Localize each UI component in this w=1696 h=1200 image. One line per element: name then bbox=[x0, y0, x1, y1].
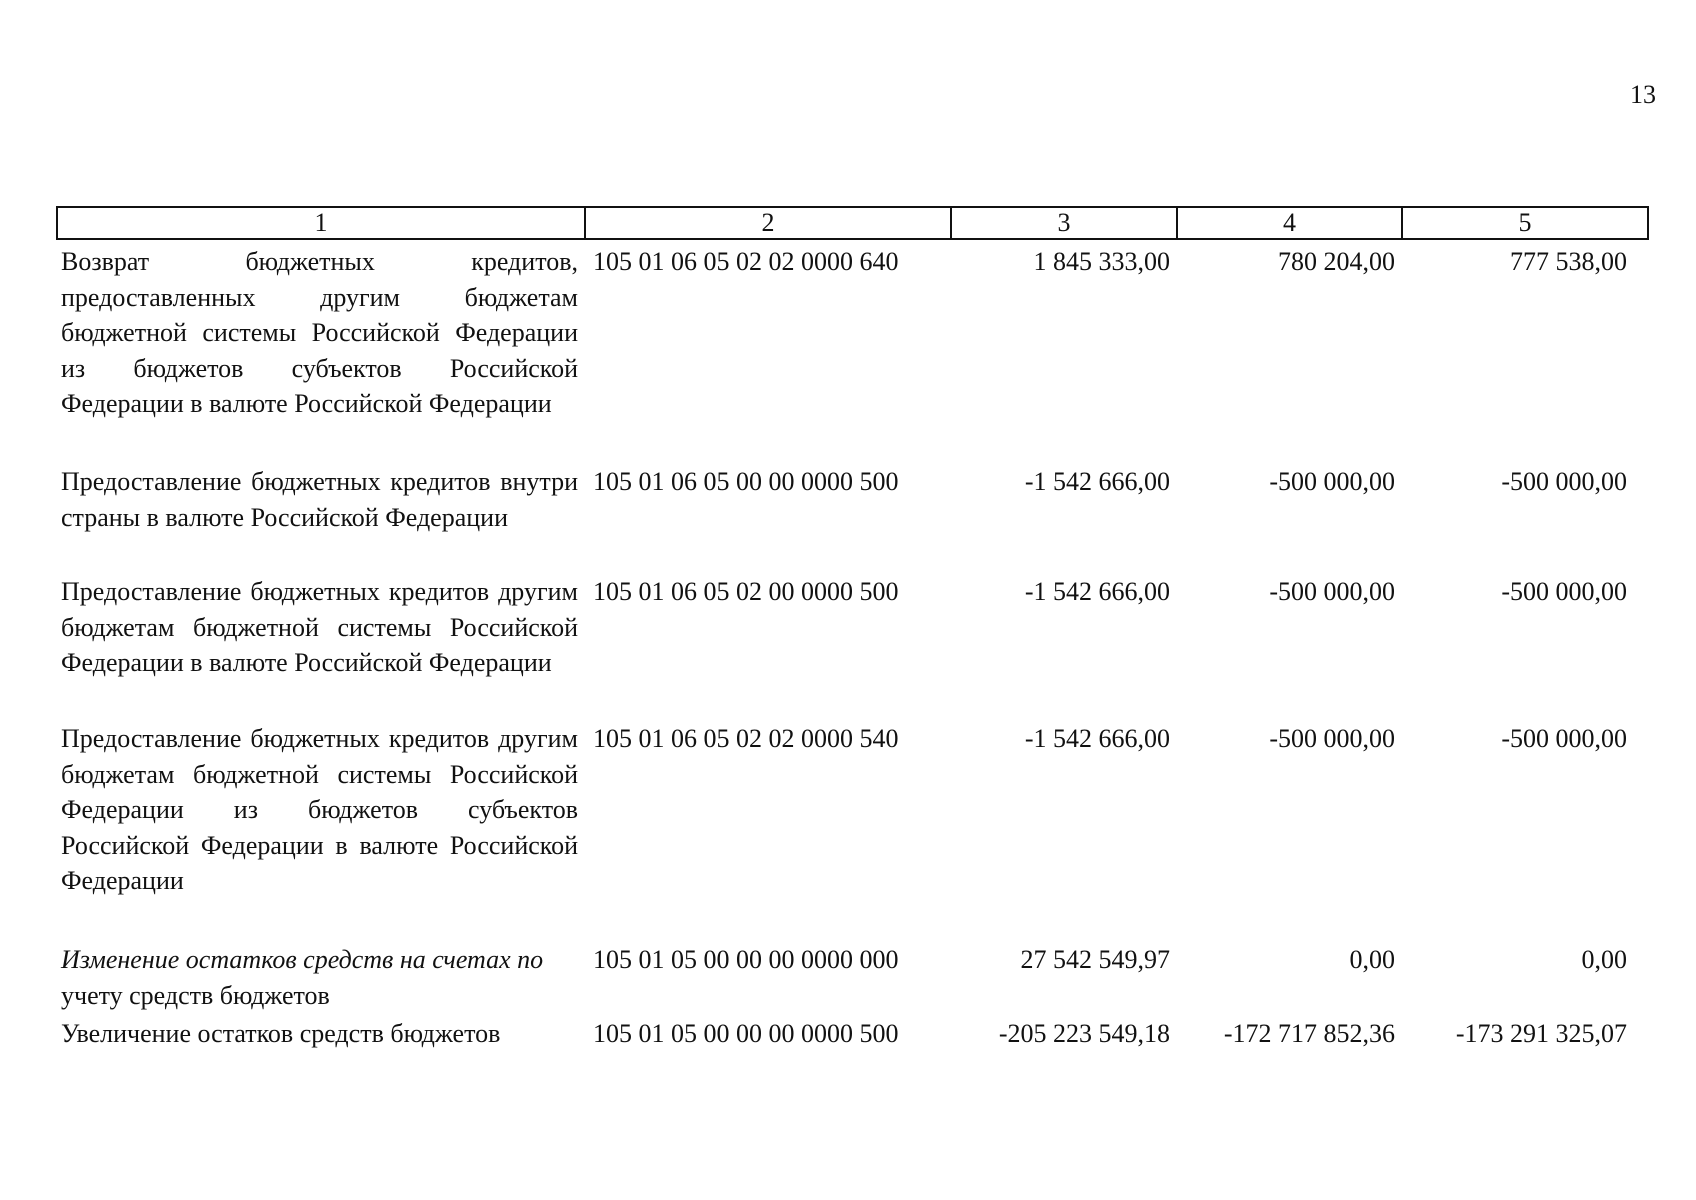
row-name: Предоставление бюджетных кредитов другим бюджетам бюджетной системы Российской Федерации из бюджетов субъектов Российской Федерации в валюте Российской Федерации bbox=[61, 724, 578, 895]
row-value-col4: -500 000,00 bbox=[1269, 577, 1395, 606]
row-name: Предоставление бюджетных кредитов внутри страны в валюте Российской Федерации bbox=[61, 467, 578, 532]
row-value-col3: 1 845 333,00 bbox=[1033, 247, 1170, 276]
header-col-5: 5 bbox=[1518, 208, 1532, 237]
row-value-col5: 777 538,00 bbox=[1510, 247, 1627, 276]
page-number: 13 bbox=[1630, 80, 1656, 109]
row-value-col3: 27 542 549,97 bbox=[1020, 945, 1170, 974]
row-name: Возврат бюджетных кредитов, предоставленных другим бюджетам бюджетной системы Российской Федерации из бюджетов субъектов Российской Федерации в валюте Российской Федерации bbox=[61, 247, 578, 418]
row-code: 105 01 05 00 00 00 0000 500 bbox=[593, 1019, 899, 1048]
table-row bbox=[56, 464, 1649, 535]
row-value-col4: -500 000,00 bbox=[1269, 467, 1395, 496]
table-row bbox=[56, 1016, 1649, 1052]
row-value-col3: -1 542 666,00 bbox=[1024, 577, 1170, 606]
row-value-col5: -173 291 325,07 bbox=[1455, 1019, 1627, 1048]
row-code: 105 01 06 05 02 02 0000 540 bbox=[593, 724, 899, 753]
table-row bbox=[56, 942, 1649, 1013]
row-code: 105 01 06 05 02 00 0000 500 bbox=[593, 577, 899, 606]
row-value-col4: 780 204,00 bbox=[1278, 247, 1395, 276]
header-col-1: 1 bbox=[58, 208, 586, 238]
header-col-3: 3 bbox=[952, 208, 1178, 238]
row-value-col5: -500 000,00 bbox=[1501, 467, 1627, 496]
row-value-col5: -500 000,00 bbox=[1501, 577, 1627, 606]
header-col-2: 2 bbox=[586, 208, 952, 238]
table-row bbox=[56, 574, 1649, 681]
row-value-col5: -500 000,00 bbox=[1501, 724, 1627, 753]
row-value-col3: -205 223 549,18 bbox=[998, 1019, 1170, 1048]
row-code: 105 01 05 00 00 00 0000 000 bbox=[593, 945, 899, 974]
row-name-rest: учету средств бюджетов bbox=[61, 980, 330, 1010]
row-code: 105 01 06 05 02 02 0000 640 bbox=[593, 247, 899, 276]
table-row bbox=[56, 244, 1649, 422]
row-value-col3: -1 542 666,00 bbox=[1024, 724, 1170, 753]
row-value-col4: -500 000,00 bbox=[1269, 724, 1395, 753]
row-name: Увеличение остатков средств бюджетов bbox=[61, 1019, 501, 1048]
row-code: 105 01 06 05 00 00 0000 500 bbox=[593, 467, 899, 496]
row-value-col4: 0,00 bbox=[1349, 945, 1395, 974]
row-name: Предоставление бюджетных кредитов другим бюджетам бюджетной системы Российской Федерации в валюте Российской Федерации bbox=[61, 577, 578, 677]
row-value-col3: -1 542 666,00 bbox=[1024, 467, 1170, 496]
table-row bbox=[56, 721, 1649, 899]
row-name-italic: Изменение остатков средств на счетах по bbox=[61, 945, 544, 974]
row-name bbox=[56, 942, 584, 1013]
table-header-row bbox=[56, 206, 1649, 240]
header-col-4: 4 bbox=[1178, 208, 1403, 238]
row-value-col4: -172 717 852,36 bbox=[1223, 1019, 1395, 1048]
row-value-col5: 0,00 bbox=[1581, 945, 1627, 974]
